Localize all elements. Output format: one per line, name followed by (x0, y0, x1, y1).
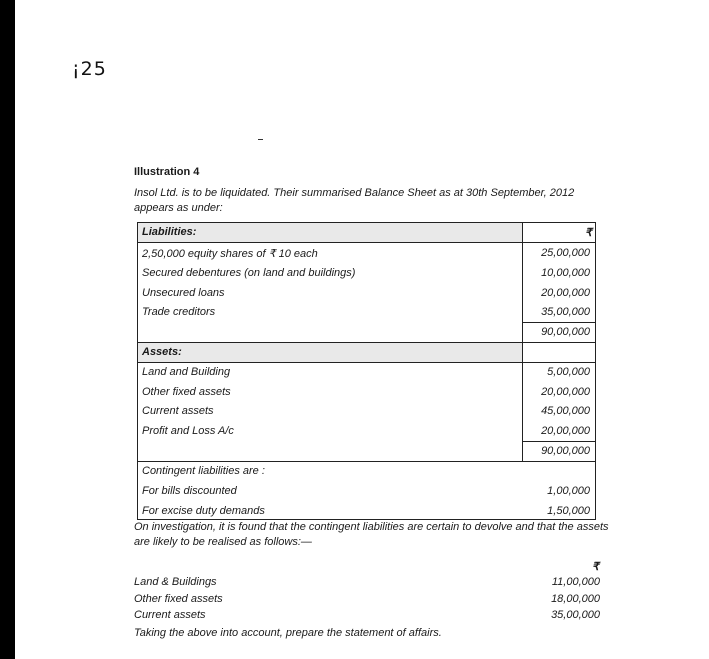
left-border-bar (0, 0, 15, 659)
liabilities-heading: Liabilities: (142, 226, 197, 238)
intro-text: Insol Ltd. is to be liquidated. Their summarised Balance Sheet as at 30th September, 2012 appears as under: (134, 187, 575, 214)
liability-amount: 35,00,000 (541, 306, 590, 318)
asset-label: Profit and Loss A/c (142, 425, 234, 437)
asset-amount: 45,00,000 (541, 405, 590, 417)
realisation-label: Land & Buildings (134, 576, 217, 588)
table-top-rule (137, 222, 596, 223)
table-bottom-rule (137, 461, 596, 462)
realisation-label: Current assets (134, 609, 206, 621)
asset-label: Other fixed assets (142, 386, 231, 398)
realisation-amount: 11,00,000 (551, 576, 600, 588)
contingent-heading: Contingent liabilities are : (142, 465, 265, 477)
liabilities-total: 90,00,000 (541, 326, 590, 338)
rupee-heading-symbol: ₹ (585, 227, 592, 239)
asset-amount: 5,00,000 (547, 366, 590, 378)
asset-label: Current assets (142, 405, 214, 417)
assets-total: 90,00,000 (541, 445, 590, 457)
assets-heading: Assets: (142, 346, 182, 358)
contingent-amount: 1,00,000 (547, 485, 590, 497)
liabilities-total-top-rule (522, 322, 596, 323)
assets-total-top-rule (522, 441, 596, 442)
realisation-amount: 35,00,000 (551, 609, 600, 621)
investigation-text: On investigation, it is found that the contingent liabilities are certain to devolve and that the assets are likely to be realised as follows:— (134, 521, 609, 548)
assets-header-top-rule (137, 342, 596, 343)
contingent-label: For excise duty demands (142, 505, 265, 517)
liability-amount: 10,00,000 (541, 267, 590, 279)
liability-amount: 25,00,000 (541, 247, 590, 259)
contingent-amount: 1,50,000 (547, 505, 590, 517)
page-number: ¡25 (72, 58, 107, 80)
asset-amount: 20,00,000 (541, 425, 590, 437)
header-rule (137, 242, 596, 243)
liability-label: 2,50,000 equity shares of ₹ 10 each (142, 248, 318, 260)
realisation-amount: 18,00,000 (551, 593, 600, 605)
contingent-right-border (595, 461, 596, 520)
asset-amount: 20,00,000 (541, 386, 590, 398)
liability-label: Unsecured loans (142, 287, 225, 299)
liability-label: Secured debentures (on land and buildings) (142, 267, 356, 279)
stray-mark (258, 139, 263, 140)
assets-header-bottom-rule (137, 362, 596, 363)
realisation-rupee-symbol: ₹ (592, 561, 599, 573)
asset-label: Land and Building (142, 366, 231, 378)
instruction-text: Taking the above into account, prepare the statement of affairs. (134, 627, 442, 639)
liability-amount: 20,00,000 (541, 287, 590, 299)
contingent-left-border (137, 461, 138, 520)
illustration-title: Illustration 4 (134, 166, 200, 178)
contingent-label: For bills discounted (142, 485, 237, 497)
liability-label: Trade creditors (142, 306, 216, 318)
realisation-label: Other fixed assets (134, 593, 223, 605)
assets-header-shade (138, 343, 522, 362)
